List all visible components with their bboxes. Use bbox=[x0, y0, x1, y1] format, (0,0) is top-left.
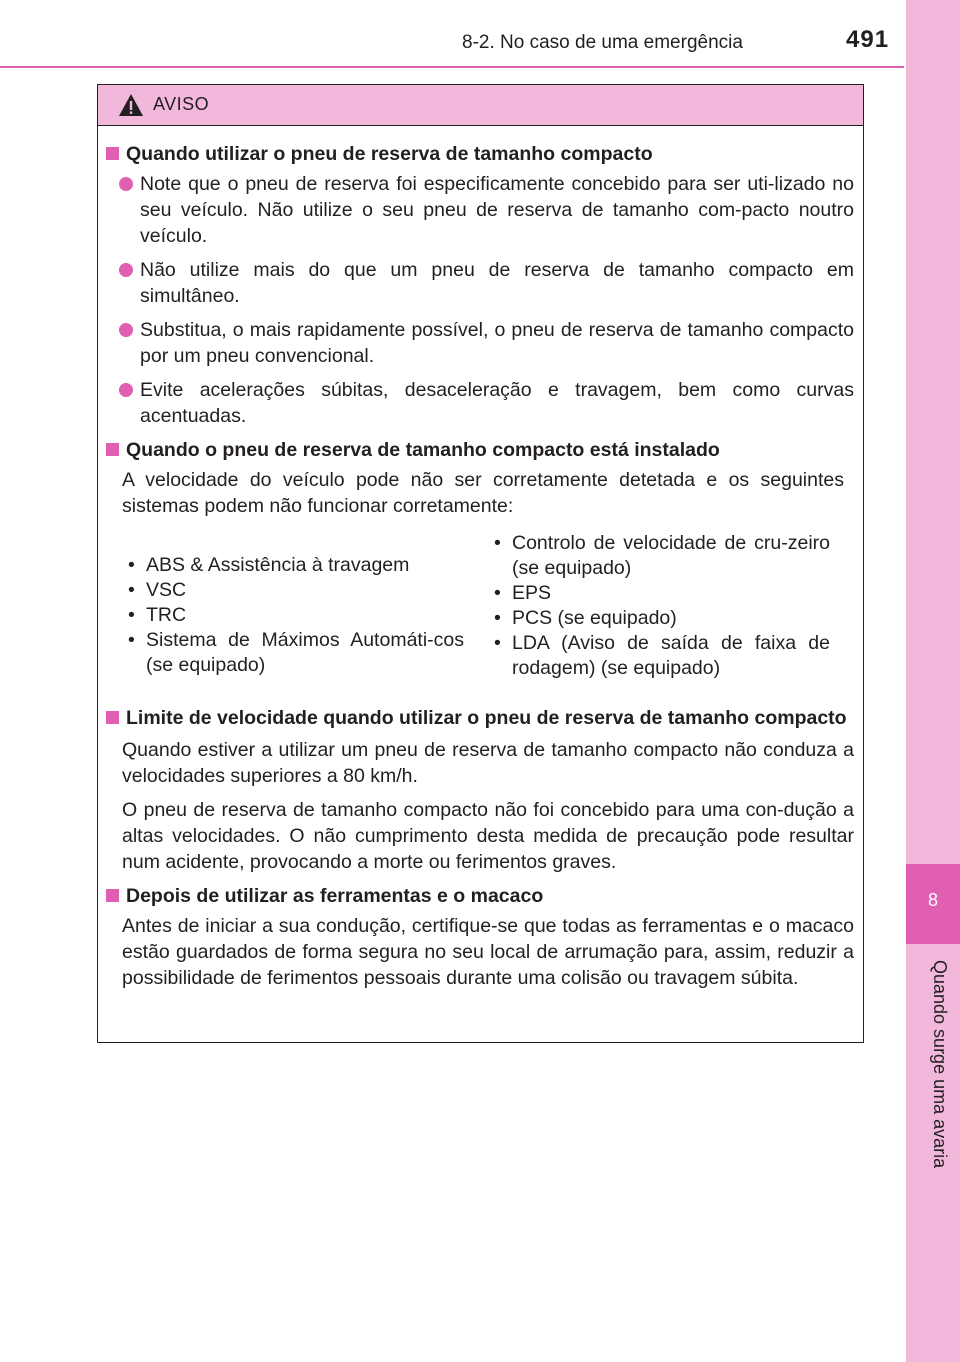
side-tab-chapter-title: Quando surge uma avaria bbox=[930, 960, 950, 1169]
warning-title: AVISO bbox=[153, 94, 210, 114]
list-item: • TRC bbox=[128, 604, 187, 626]
circle-bullet-icon bbox=[119, 263, 133, 277]
page-number: 491 bbox=[846, 26, 890, 53]
square-bullet-icon bbox=[106, 889, 119, 902]
list-item: • LDA (Aviso de saída de faixa de rodagem) (se equipado) bbox=[494, 632, 830, 679]
section-text: Antes de iniciar a sua condução, certifique-se que todas as ferramentas e o macaco estão guardados de forma segura no seu local de arrumação para, assim, reduzir a possibilidade de ferimentos pessoais durante uma colisão ou travagem súbita. bbox=[122, 915, 854, 989]
warning-triangle-icon bbox=[118, 93, 144, 122]
systems-list-left bbox=[124, 553, 464, 678]
list-item: • Sistema de Máximos Automáti-cos (se equipado) bbox=[128, 629, 464, 676]
list-item: • EPS bbox=[494, 582, 552, 604]
section-heading: Quando utilizar o pneu de reserva de tamanho compacto bbox=[106, 141, 854, 167]
list-item: • ABS & Assistência à travagem bbox=[128, 554, 410, 576]
header-section-title: 8-2. No caso de uma emergência bbox=[462, 32, 743, 53]
list-item: • PCS (se equipado) bbox=[494, 607, 677, 629]
affected-systems-lists bbox=[106, 531, 854, 697]
section-text: A velocidade do veículo pode não ser corretamente detetada e os seguintes sistemas podem não funcionar corretamente: bbox=[122, 469, 844, 517]
warning-header bbox=[98, 85, 863, 126]
circle-bullet-icon bbox=[119, 383, 133, 397]
square-bullet-icon bbox=[106, 443, 119, 456]
list-item: Não utilize mais do que um pneu de reserva de tamanho compacto em simultâneo. bbox=[106, 257, 854, 309]
list-item: Evite acelerações súbitas, desaceleração e travagem, bem como curvas acentuadas. bbox=[106, 377, 854, 429]
warning-content bbox=[106, 141, 854, 991]
list-item: Note que o pneu de reserva foi especificamente concebido para ser uti-lizado no seu veículo. Não utilize o seu pneu de reserva de tamanho com-pacto noutro veículo. bbox=[106, 171, 854, 249]
section-text: Quando estiver a utilizar um pneu de reserva de tamanho compacto não conduza a velocidades superiores a 80 km/h. bbox=[122, 739, 854, 787]
section-heading: Quando o pneu de reserva de tamanho compacto está instalado bbox=[106, 437, 854, 463]
systems-list-right bbox=[490, 531, 830, 681]
list-item: • VSC bbox=[128, 579, 187, 601]
side-tab-upper bbox=[906, 0, 960, 864]
square-bullet-icon bbox=[106, 147, 119, 160]
square-bullet-icon bbox=[106, 711, 119, 724]
circle-bullet-icon bbox=[119, 177, 133, 191]
list-item: • Controlo de velocidade de cru-zeiro (se equipado) bbox=[494, 532, 830, 579]
section-text: O pneu de reserva de tamanho compacto não foi concebido para uma con-dução a altas velocidades. O não cumprimento desta medida de precaução pode resultar num acidente, provocando a morte ou ferimentos graves. bbox=[122, 799, 854, 873]
side-tab-chapter-number: 8 bbox=[927, 890, 938, 910]
header-divider bbox=[0, 66, 904, 68]
circle-bullet-icon bbox=[119, 323, 133, 337]
warning-box bbox=[97, 84, 864, 1043]
section-heading: Depois de utilizar as ferramentas e o macaco bbox=[106, 883, 854, 909]
list-item: Substitua, o mais rapidamente possível, o pneu de reserva de tamanho compacto por um pneu convencional. bbox=[106, 317, 854, 369]
section-heading: Limite de velocidade quando utilizar o pneu de reserva de tamanho compacto bbox=[106, 705, 854, 731]
